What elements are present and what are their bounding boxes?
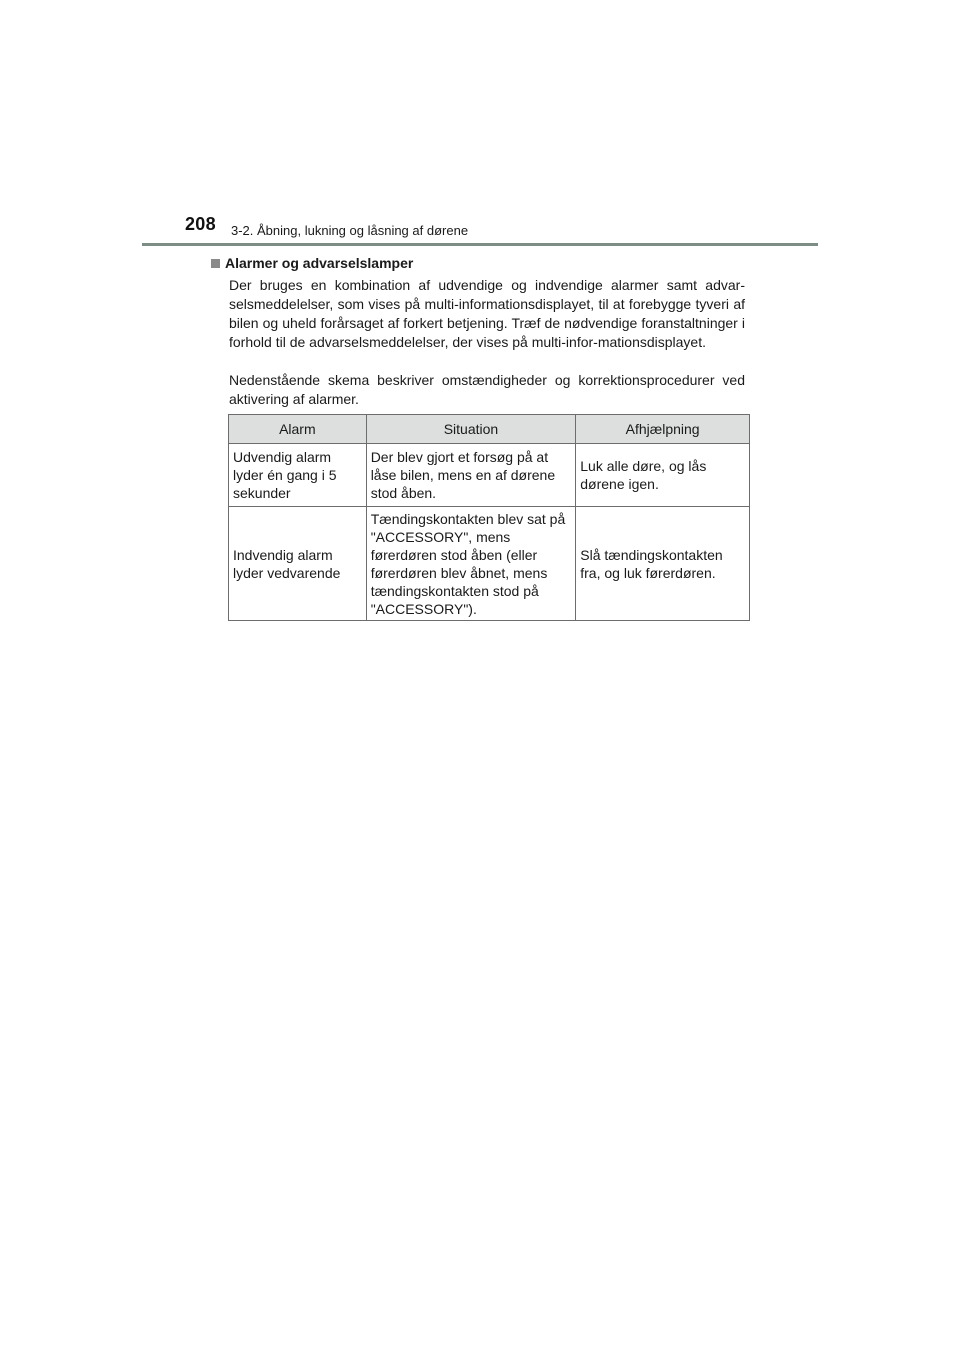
section-title: 3-2. Åbning, lukning og låsning af dørene bbox=[231, 223, 469, 238]
section-heading-text: Alarmer og advarselslamper bbox=[225, 255, 414, 271]
cell-remedy: Slå tændingskontakten fra, og luk førerdøren. bbox=[576, 507, 750, 621]
intro-paragraph: Der bruges en kombination af udvendige og indvendige alarmer samt advar-selsmeddelelser, som vises på multi-informationsdisplayet, til at forebygge tyveri af bilen og uheld forårsaget af forkert betjening. Træf de nødvendige foranstaltninger i forhold til de advarselsmeddelelser, der vises på multi-infor-mationsdisplayet. bbox=[229, 277, 745, 350]
section-heading bbox=[211, 255, 413, 271]
table-row bbox=[229, 444, 750, 507]
table-intro-paragraph: Nedenstående skema beskriver omstændigheder og korrektionsprocedurer ved aktivering af alarmer. bbox=[229, 372, 745, 407]
column-header-remedy: Afhjælpning bbox=[576, 415, 750, 444]
table-header-row bbox=[229, 415, 750, 444]
column-header-situation: Situation bbox=[366, 415, 576, 444]
cell-alarm: Indvendig alarm lyder vedvarende bbox=[229, 507, 367, 621]
page-number: 208 bbox=[185, 214, 216, 234]
cell-situation: Tændingskontakten blev sat på "ACCESSORY", mens førerdøren stod åben (eller førerdøren blev åbnet, mens tændingskontakten stod på "ACCESSORY"). bbox=[366, 507, 576, 621]
cell-situation: Der blev gjort et forsøg på at låse bilen, mens en af dørene stod åben. bbox=[366, 444, 576, 507]
cell-remedy: Luk alle døre, og lås dørene igen. bbox=[576, 444, 750, 507]
header-divider bbox=[142, 243, 818, 246]
column-header-alarm: Alarm bbox=[229, 415, 367, 444]
alarm-table bbox=[228, 414, 750, 621]
square-bullet-icon bbox=[211, 259, 220, 268]
cell-alarm: Udvendig alarm lyder én gang i 5 sekunder bbox=[229, 444, 367, 507]
table-row bbox=[229, 507, 750, 621]
